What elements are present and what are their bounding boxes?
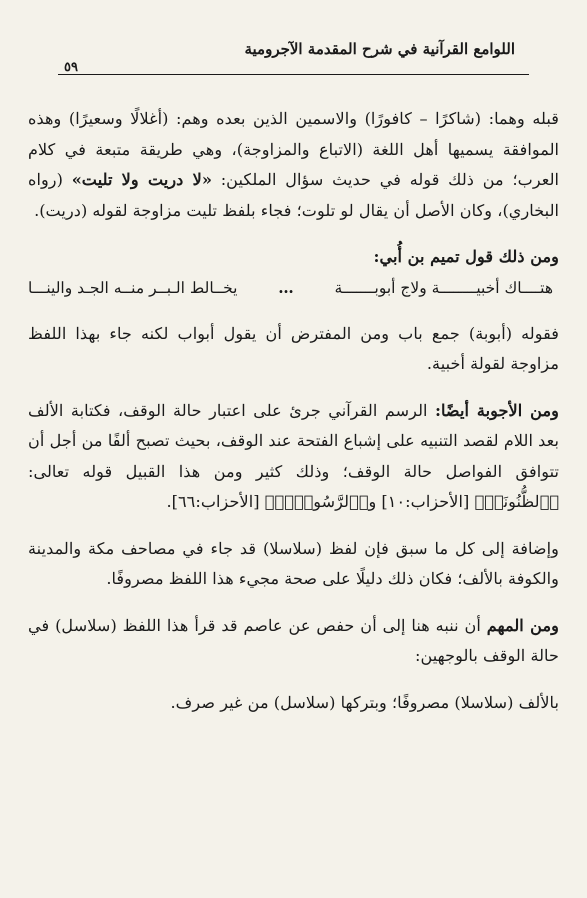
paragraph-7 xyxy=(28,688,559,719)
paragraph-4-lead: ومن الأجوبة أيضًا: xyxy=(435,400,559,420)
verse-separator: … xyxy=(278,277,294,297)
poetry-verse xyxy=(28,273,559,303)
paragraph-1-text: قبله وهما: (شاكرًا – كافورًا) والاسمين الذين بعده وهم: (أغلالًا وسعيرًا) وهذه الموافقة يسميها أهل اللغة (الاتباع والمزاوجة)، وهي طريقة متبعة في كلام العرب؛ من ذلك قوله في حديث سؤال الملكين: xyxy=(28,109,559,189)
page-header xyxy=(28,30,559,75)
verse-first-hemistich: هتــــاك أخبيــــــــة ولاج أبوبـــــــة xyxy=(334,278,553,297)
running-title: اللوامع القرآنية في شرح المقدمة الآجرومية xyxy=(244,40,515,58)
paragraph-7-text: بالألف (سلاسلا) مصروفًا؛ وبتركها (سلاسل) من غير صرف. xyxy=(170,692,559,712)
paragraph-5-text: وإضافة إلى كل ما سبق فإن لفظ (سلاسلا) قد جاء في مصاحف مكة والمدينة والكوفة بالألف؛ فكان ذلك دليلًا على صحة مجيء هذا اللفظ مصروفًا. xyxy=(28,538,559,588)
paragraph-3 xyxy=(28,319,559,380)
paragraph-6-lead: ومن المهم xyxy=(486,615,559,635)
page-content xyxy=(28,104,559,718)
paragraph-4-text: الرسم القرآني جرئ على اعتبار حالة الوقف، فكتابة الألف بعد اللام لقصد التنبيه على إشباع الفتحة عند الوقف، بحيث تصبح ألفًا من أجل أن تتوافق الفواصل حالة الوقف؛ وذلك كثير ومن هذا القبيل قوله تعالى: ﴿ٱلظُّنُونَا۠﴾ [الأحزاب:١٠] و﴿ٱلرَّسُولَا۠﴾ [الأحزاب:٦٦]. xyxy=(28,400,559,511)
paragraph-2 xyxy=(28,242,559,273)
verse-second-hemistich: يخــالط الـبــر منــه الجـد والينـــا xyxy=(28,278,238,297)
paragraph-5 xyxy=(28,534,559,595)
paragraph-3-text: فقوله (أبوبة) جمع باب ومن المفترض أن يقول أبواب لكنه جاء بهذا اللفظ مزاوجة لقولة أخبية. xyxy=(28,323,559,373)
paragraph-1 xyxy=(28,104,559,226)
header-rule xyxy=(58,74,529,75)
page-number: ٥٩ xyxy=(64,60,78,75)
paragraph-1-rest: (رواه البخاري)، وكان الأصل أن يقال لو تلوت؛ فجاء بلفظ تليت مزاوجة لقوله (دريت). xyxy=(28,170,559,220)
verse-intro: ومن ذلك قول تميم بن أُبي: xyxy=(373,247,559,266)
hadith-quote: «لا دريت ولا تليت» xyxy=(71,170,212,189)
paragraph-4 xyxy=(28,396,559,518)
paragraph-6 xyxy=(28,611,559,672)
paragraph-6-text: أن ننبه هنا إلى أن حفص عن عاصم قد قرأ هذا اللفظ (سلاسل) في حالة الوقف بالوجهين: xyxy=(28,615,559,665)
